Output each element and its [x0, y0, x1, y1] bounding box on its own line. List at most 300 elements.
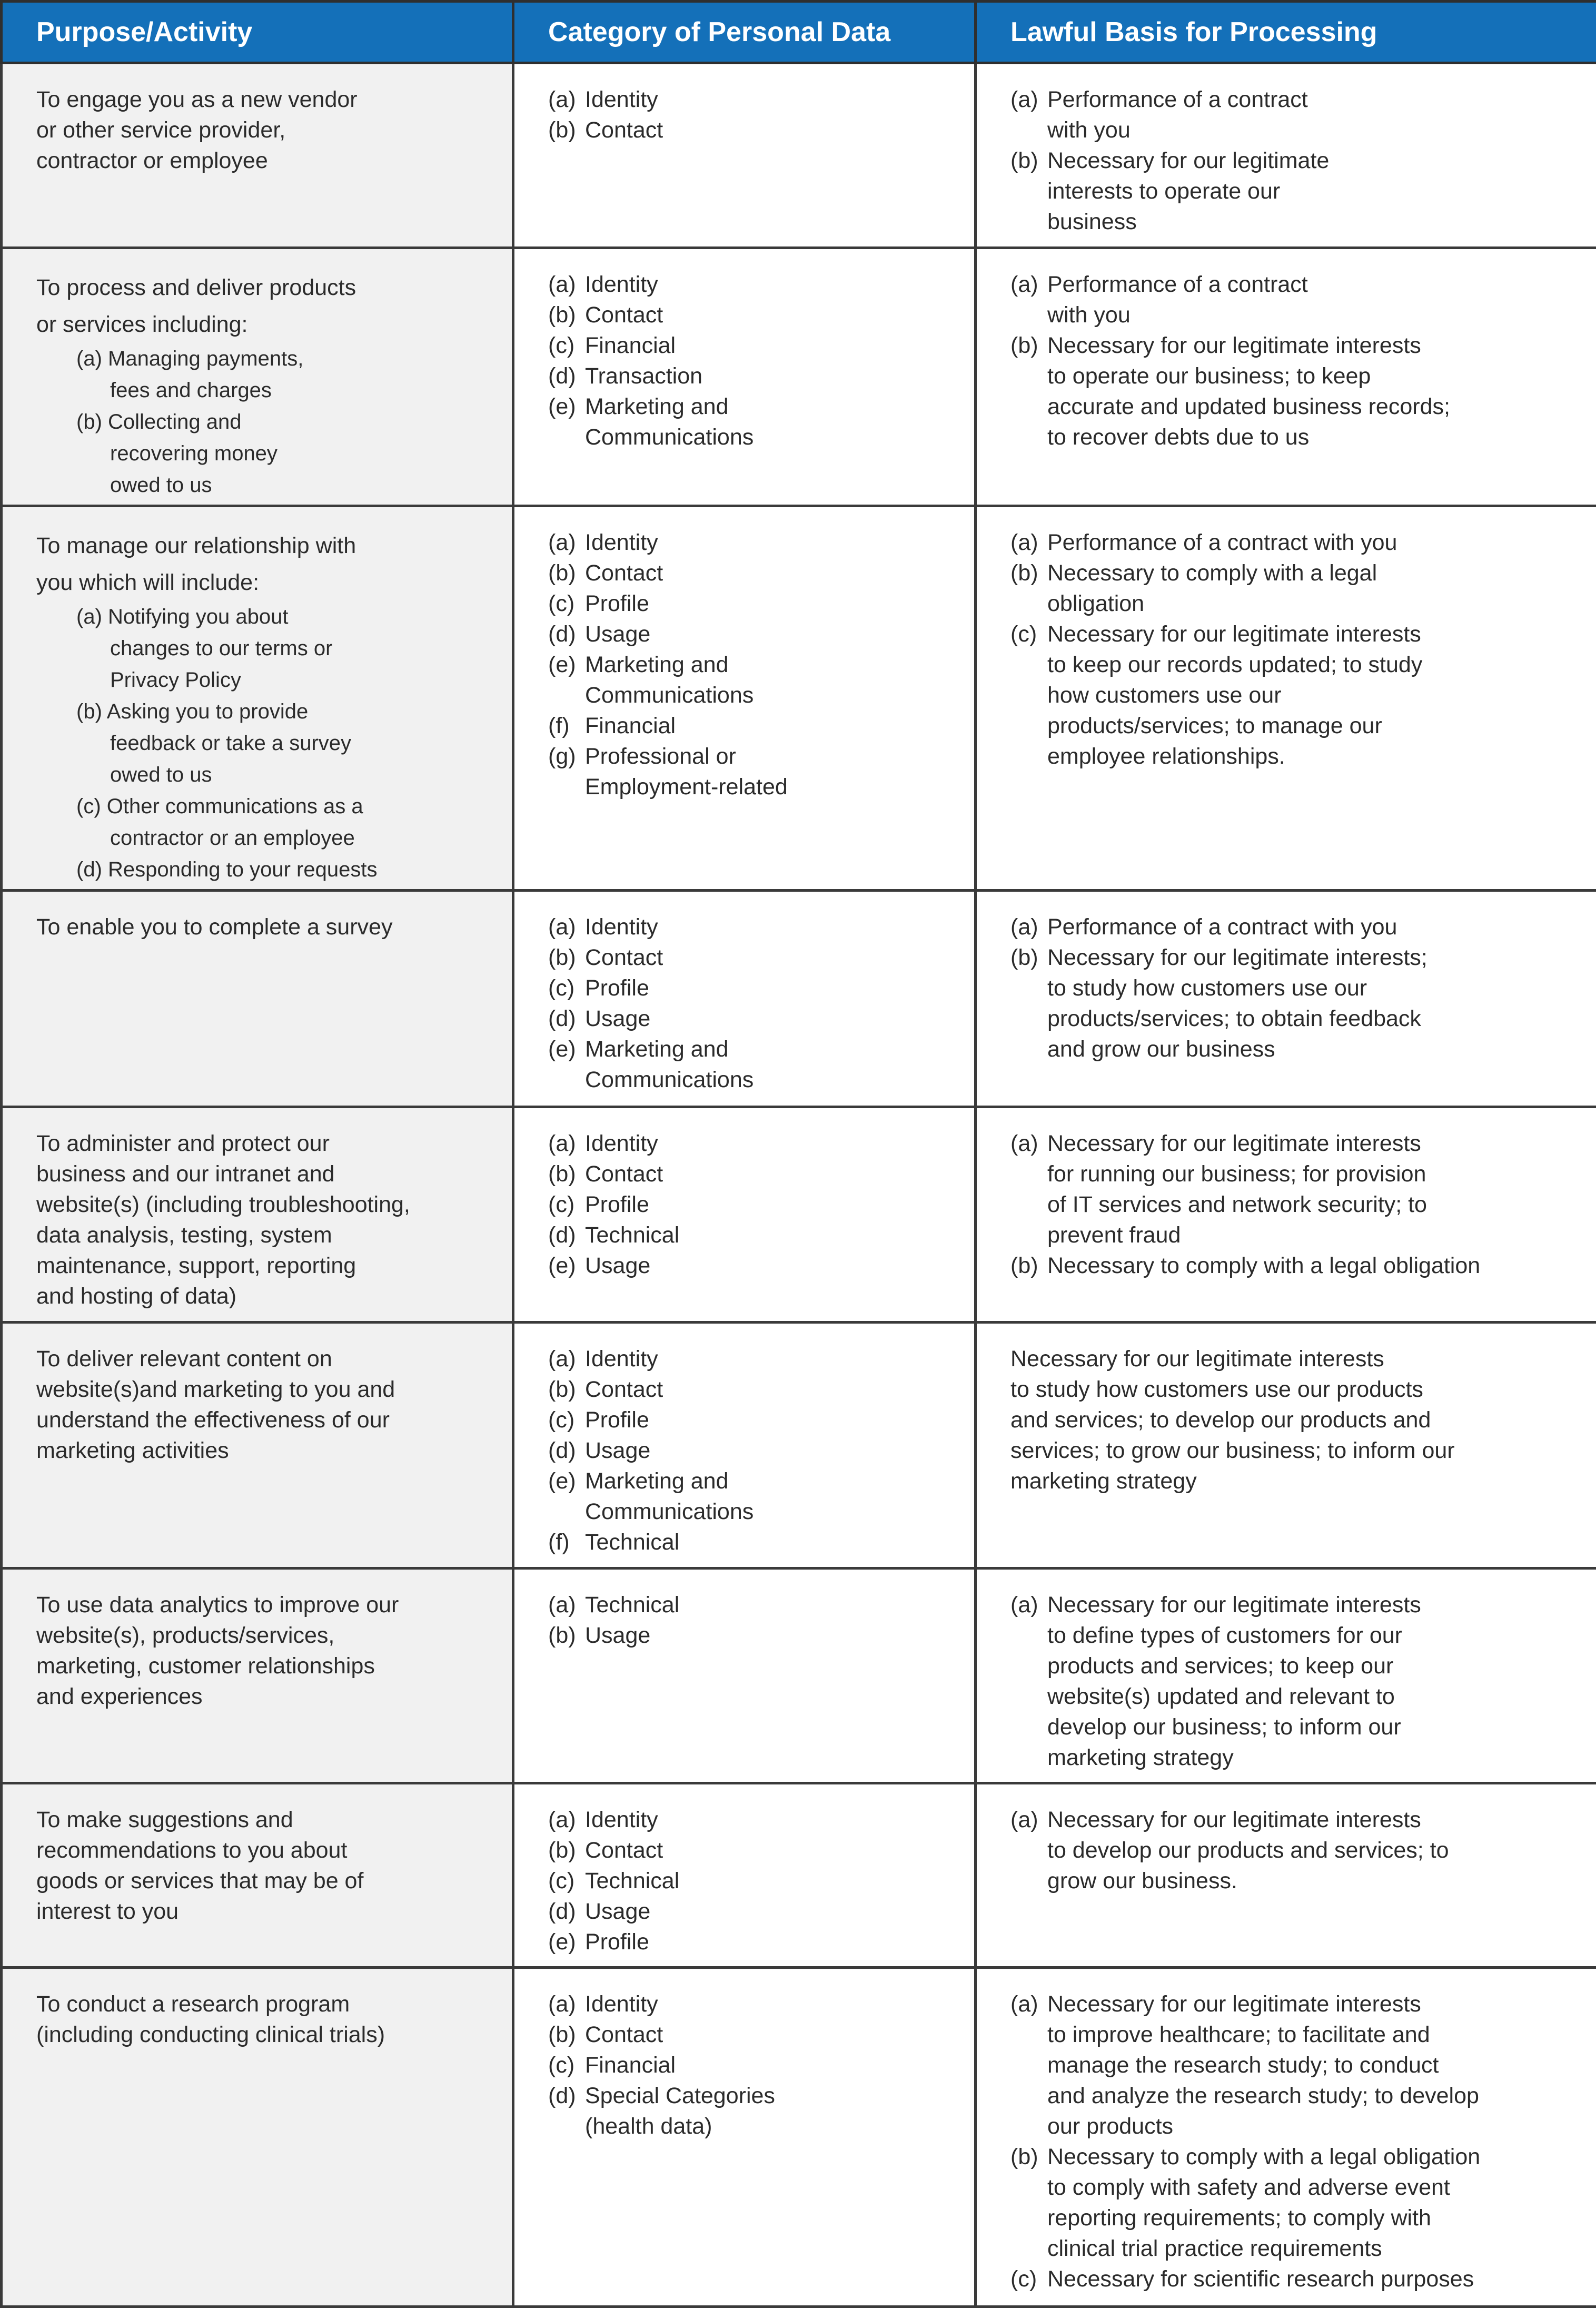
table-row	[2, 506, 1596, 891]
category-label: (g)	[548, 741, 585, 772]
lawful-basis-item	[1010, 2142, 1575, 2172]
lawful-basis-text: Necessary for our legitimate interests to study how customers use our products and services; to develop our products and services; to grow our business; to inform our marketing strategy	[1010, 1344, 1575, 1496]
category-label: (a)	[548, 1344, 585, 1374]
purpose-sub-text: Notifying you about	[108, 605, 288, 628]
basis-text: Necessary for our legitimate interests	[1047, 622, 1421, 647]
category-text: Contact	[585, 560, 663, 586]
purpose-cell	[2, 1783, 513, 1968]
purpose-cell	[2, 248, 513, 506]
category-item	[548, 1189, 953, 1220]
category-item	[548, 1896, 953, 1927]
basis-text: products and services; to keep our	[1010, 1651, 1575, 1681]
category-text: Usage	[585, 1899, 650, 1924]
basis-text: Necessary for our legitimate interests	[1047, 1807, 1421, 1832]
purpose-sub-item	[36, 343, 491, 374]
category-text: Contact	[585, 117, 663, 143]
basis-label: (a)	[1010, 1590, 1047, 1620]
lawful-basis-cell	[976, 506, 1596, 891]
basis-text: products/services; to obtain feedback	[1010, 1003, 1575, 1034]
category-text: Identity	[585, 1807, 658, 1832]
purpose-sub-label: (d)	[76, 858, 102, 881]
basis-text: accurate and updated business records;	[1010, 391, 1575, 422]
category-label: (a)	[548, 912, 585, 942]
category-label: (a)	[548, 84, 585, 115]
category-item	[548, 1590, 953, 1620]
basis-text: Necessary to comply with a legal obligation	[1047, 1253, 1480, 1278]
category-label: (c)	[548, 330, 585, 361]
category-item	[548, 1620, 953, 1651]
category-label: (d)	[548, 2080, 585, 2111]
basis-text: reporting requirements; to comply with	[1010, 2203, 1575, 2233]
purpose-sub-item	[36, 406, 491, 438]
basis-text: to keep our records updated; to study	[1010, 649, 1575, 680]
purpose-text: and experiences	[36, 1681, 491, 1712]
header-row	[2, 2, 1596, 63]
category-label: (e)	[548, 649, 585, 680]
basis-text: business	[1010, 206, 1575, 237]
category-item	[548, 588, 953, 619]
category-item	[548, 2019, 953, 2050]
category-label: (d)	[548, 1220, 585, 1250]
category-label: (e)	[548, 1034, 585, 1064]
lawful-basis-cell	[976, 891, 1596, 1107]
category-cell	[513, 1323, 976, 1569]
category-label: (d)	[548, 1003, 585, 1034]
basis-label: (a)	[1010, 1128, 1047, 1159]
basis-text: Necessary for scientific research purposes	[1047, 2266, 1474, 2292]
basis-text: prevent fraud	[1010, 1220, 1575, 1250]
category-label: (e)	[548, 391, 585, 422]
purpose-text: maintenance, support, reporting	[36, 1250, 491, 1281]
basis-text: to operate our business; to keep	[1010, 361, 1575, 391]
lawful-basis-cell	[976, 1323, 1596, 1569]
category-text: Contact	[585, 1838, 663, 1863]
category-label: (a)	[548, 1590, 585, 1620]
lawful-basis-item	[1010, 1128, 1575, 1159]
category-label: (c)	[548, 2050, 585, 2080]
purpose-cell	[2, 506, 513, 891]
category-item	[548, 300, 953, 330]
category-item	[548, 942, 953, 973]
category-item	[548, 527, 953, 558]
purpose-text: or other service provider,	[36, 115, 491, 145]
category-item	[548, 1374, 953, 1405]
basis-text: to develop our products and services; to	[1010, 1835, 1575, 1866]
category-label: (b)	[548, 115, 585, 145]
category-text: Marketing and	[585, 652, 729, 677]
category-label: (f)	[548, 1527, 585, 1557]
category-text: Technical	[585, 1592, 679, 1617]
purpose-sub-text: Managing payments,	[108, 347, 303, 370]
category-cell	[513, 891, 976, 1107]
category-label: (e)	[548, 1927, 585, 1957]
basis-text: Necessary for our legitimate interests	[1047, 1131, 1421, 1156]
basis-text: to comply with safety and adverse event	[1010, 2172, 1575, 2203]
purpose-sub-text: Collecting and	[108, 410, 242, 433]
category-item	[548, 1927, 953, 1957]
purpose-text: business and our intranet and	[36, 1159, 491, 1189]
category-item	[548, 912, 953, 942]
basis-text: Performance of a contract	[1047, 87, 1308, 112]
table-row	[2, 1107, 1596, 1323]
basis-text: Performance of a contract	[1047, 272, 1308, 297]
purpose-text: To process and deliver products	[36, 269, 491, 306]
basis-text: Necessary for our legitimate interests;	[1047, 945, 1428, 970]
category-item	[548, 741, 953, 772]
purpose-sub-text: recovering money	[36, 438, 491, 469]
header-category: Category of Personal Data	[513, 2, 976, 63]
category-text: Communications	[548, 680, 953, 711]
purpose-cell	[2, 1968, 513, 2307]
category-cell	[513, 1569, 976, 1783]
basis-text: marketing strategy	[1010, 1742, 1575, 1773]
category-label: (b)	[548, 2019, 585, 2050]
basis-text: clinical trial practice requirements	[1010, 2233, 1575, 2264]
table-body	[2, 63, 1596, 2307]
purpose-sub-text: owed to us	[36, 759, 491, 791]
lawful-basis-item	[1010, 2264, 1575, 2294]
purpose-sub-item	[36, 854, 491, 885]
purpose-cell	[2, 1323, 513, 1569]
purpose-sub-text: fees and charges	[36, 374, 491, 406]
basis-text: and grow our business	[1010, 1034, 1575, 1064]
lawful-basis-cell	[976, 1783, 1596, 1968]
category-label: (b)	[548, 1374, 585, 1405]
lawful-basis-item	[1010, 558, 1575, 588]
category-text: Profile	[585, 975, 649, 1001]
purpose-cell	[2, 1107, 513, 1323]
category-text: Marketing and	[585, 1037, 729, 1062]
category-cell	[513, 1968, 976, 2307]
basis-text: Necessary to comply with a legal	[1047, 560, 1377, 586]
category-label: (d)	[548, 1435, 585, 1466]
basis-label: (b)	[1010, 145, 1047, 176]
category-text: Financial	[585, 2053, 676, 2078]
category-text: Marketing and	[585, 1468, 729, 1494]
lawful-basis-item	[1010, 1590, 1575, 1620]
lawful-basis-item	[1010, 84, 1575, 115]
category-item	[548, 330, 953, 361]
basis-label: (a)	[1010, 1804, 1047, 1835]
category-item	[548, 2080, 953, 2111]
table-row	[2, 248, 1596, 506]
basis-label: (b)	[1010, 1250, 1047, 1281]
basis-label: (b)	[1010, 558, 1047, 588]
purpose-text: you which will include:	[36, 564, 491, 601]
purpose-cell	[2, 63, 513, 248]
lawful-basis-item	[1010, 912, 1575, 942]
category-text: Identity	[585, 530, 658, 555]
purpose-sub-text: owed to us	[36, 469, 491, 501]
purpose-sub-label: (a)	[76, 347, 102, 370]
category-label: (c)	[548, 1189, 585, 1220]
category-label: (a)	[548, 1804, 585, 1835]
basis-label: (a)	[1010, 912, 1047, 942]
purpose-text: contractor or employee	[36, 145, 491, 176]
category-cell	[513, 248, 976, 506]
category-label: (e)	[548, 1466, 585, 1496]
lawful-basis-cell	[976, 1968, 1596, 2307]
basis-text: to improve healthcare; to facilitate and	[1010, 2019, 1575, 2050]
purpose-sub-item	[36, 601, 491, 633]
category-label: (a)	[548, 1128, 585, 1159]
basis-text: to recover debts due to us	[1010, 422, 1575, 452]
category-item	[548, 1527, 953, 1557]
lawful-basis-cell	[976, 1107, 1596, 1323]
table-row	[2, 63, 1596, 248]
lawful-basis-item	[1010, 145, 1575, 176]
category-item	[548, 1159, 953, 1189]
category-label: (c)	[548, 1405, 585, 1435]
category-label: (d)	[548, 1896, 585, 1927]
category-label: (e)	[548, 1250, 585, 1281]
lawful-basis-item	[1010, 942, 1575, 973]
header-purpose: Purpose/Activity	[2, 2, 513, 63]
category-item	[548, 361, 953, 391]
basis-text: for running our business; for provision	[1010, 1159, 1575, 1189]
basis-text: to define types of customers for our	[1010, 1620, 1575, 1651]
basis-text: employee relationships.	[1010, 741, 1575, 772]
purpose-text: data analysis, testing, system	[36, 1220, 491, 1250]
purpose-sub-text: changes to our terms or	[36, 633, 491, 664]
lawful-basis-item	[1010, 1989, 1575, 2019]
basis-text: manage the research study; to conduct	[1010, 2050, 1575, 2080]
purpose-text: To administer and protect our	[36, 1128, 491, 1159]
table-row	[2, 1968, 1596, 2307]
purpose-text: website(s) (including troubleshooting,	[36, 1189, 491, 1220]
category-text: Transaction	[585, 363, 702, 389]
category-text: Communications	[548, 422, 953, 452]
lawful-basis-item	[1010, 330, 1575, 361]
category-item	[548, 1220, 953, 1250]
basis-label: (b)	[1010, 330, 1047, 361]
category-text: Technical	[585, 1868, 679, 1893]
category-label: (d)	[548, 619, 585, 649]
category-text: Profile	[585, 591, 649, 616]
category-text: Identity	[585, 1346, 658, 1372]
purpose-text: To make suggestions and	[36, 1804, 491, 1835]
purpose-text: To manage our relationship with	[36, 527, 491, 564]
purpose-text: marketing activities	[36, 1435, 491, 1466]
category-text: Technical	[585, 1530, 679, 1555]
purpose-text: To use data analytics to improve our	[36, 1590, 491, 1620]
purpose-text: marketing, customer relationships	[36, 1651, 491, 1681]
purpose-text: understand the effectiveness of our	[36, 1405, 491, 1435]
purpose-sub-text: Other communications as a	[107, 795, 363, 818]
table-row	[2, 891, 1596, 1107]
purpose-sub-text: Privacy Policy	[36, 664, 491, 696]
basis-text: Necessary for our legitimate interests	[1047, 1592, 1421, 1617]
category-cell	[513, 63, 976, 248]
basis-text: to study how customers use our	[1010, 973, 1575, 1003]
table-row	[2, 1323, 1596, 1569]
category-text: Usage	[585, 1006, 650, 1031]
basis-text: Necessary for our legitimate interests	[1047, 333, 1421, 358]
category-text: Communications	[548, 1496, 953, 1527]
basis-label: (a)	[1010, 269, 1047, 300]
purpose-text: and hosting of data)	[36, 1281, 491, 1311]
category-item	[548, 1405, 953, 1435]
category-text: Profile	[585, 1929, 649, 1955]
category-item	[548, 1003, 953, 1034]
category-item	[548, 1835, 953, 1866]
category-text: Identity	[585, 914, 658, 940]
lawful-basis-cell	[976, 63, 1596, 248]
category-item	[548, 84, 953, 115]
basis-text: obligation	[1010, 588, 1575, 619]
purpose-text: (including conducting clinical trials)	[36, 2019, 491, 2050]
category-text: Marketing and	[585, 394, 729, 419]
category-text: (health data)	[548, 2111, 953, 2142]
basis-text: interests to operate our	[1010, 176, 1575, 206]
basis-text: Necessary for our legitimate	[1047, 148, 1329, 173]
purpose-text: website(s), products/services,	[36, 1620, 491, 1651]
category-text: Identity	[585, 1991, 658, 2017]
category-label: (a)	[548, 527, 585, 558]
category-text: Contact	[585, 945, 663, 970]
lawful-basis-item	[1010, 269, 1575, 300]
basis-text: develop our business; to inform our	[1010, 1712, 1575, 1742]
category-item	[548, 2050, 953, 2080]
lawful-basis-cell	[976, 1569, 1596, 1783]
basis-text: with you	[1010, 115, 1575, 145]
category-text: Identity	[585, 87, 658, 112]
lawful-basis-item	[1010, 1250, 1575, 1281]
purpose-text: goods or services that may be of	[36, 1866, 491, 1896]
category-cell	[513, 1783, 976, 1968]
header-lawful-basis: Lawful Basis for Processing	[976, 2, 1596, 63]
category-text: Usage	[585, 1623, 650, 1648]
category-text: Communications	[548, 1064, 953, 1095]
purpose-sub-item	[36, 696, 491, 727]
purpose-text: To enable you to complete a survey	[36, 912, 491, 942]
purpose-text: interest to you	[36, 1896, 491, 1927]
category-text: Financial	[585, 713, 676, 738]
category-item	[548, 1989, 953, 2019]
category-item	[548, 269, 953, 300]
basis-label: (a)	[1010, 1989, 1047, 2019]
purpose-text: recommendations to you about	[36, 1835, 491, 1866]
basis-label: (b)	[1010, 942, 1047, 973]
category-item	[548, 973, 953, 1003]
basis-label: (c)	[1010, 2264, 1047, 2294]
purpose-sub-label: (b)	[76, 700, 102, 723]
purpose-sub-label: (b)	[76, 410, 102, 433]
basis-text: with you	[1010, 300, 1575, 330]
purpose-sub-label: (a)	[76, 605, 102, 628]
category-label: (b)	[548, 942, 585, 973]
category-item	[548, 1466, 953, 1496]
category-item	[548, 1344, 953, 1374]
category-text: Usage	[585, 1438, 650, 1463]
purpose-text: website(s)and marketing to you and	[36, 1374, 491, 1405]
category-item	[548, 1866, 953, 1896]
category-item	[548, 1804, 953, 1835]
purpose-sub-item	[36, 791, 491, 822]
category-text: Usage	[585, 622, 650, 647]
purpose-sub-text: Responding to your requests	[108, 858, 377, 881]
category-cell	[513, 1107, 976, 1323]
category-item	[548, 1435, 953, 1466]
category-label: (c)	[548, 588, 585, 619]
basis-label: (b)	[1010, 2142, 1047, 2172]
purpose-text: To engage you as a new vendor	[36, 84, 491, 115]
category-label: (c)	[548, 973, 585, 1003]
category-text: Technical	[585, 1222, 679, 1248]
basis-text: Necessary to comply with a legal obligation	[1047, 2144, 1480, 2169]
purpose-cell	[2, 1569, 513, 1783]
purpose-text: To deliver relevant content on	[36, 1344, 491, 1374]
basis-text: our products	[1010, 2111, 1575, 2142]
category-label: (d)	[548, 361, 585, 391]
category-item	[548, 391, 953, 422]
category-text: Contact	[585, 2022, 663, 2047]
category-label: (b)	[548, 1835, 585, 1866]
category-label: (b)	[548, 1159, 585, 1189]
category-label: (b)	[548, 300, 585, 330]
category-text: Employment-related	[548, 772, 953, 802]
purpose-sub-text: feedback or take a survey	[36, 727, 491, 759]
category-item	[548, 1034, 953, 1064]
basis-text: Necessary for our legitimate interests	[1047, 1991, 1421, 2017]
category-label: (f)	[548, 711, 585, 741]
category-item	[548, 649, 953, 680]
basis-text: how customers use our	[1010, 680, 1575, 711]
category-item	[548, 711, 953, 741]
category-text: Special Categories	[585, 2083, 775, 2108]
purpose-sub-text: Asking you to provide	[107, 700, 308, 723]
basis-label: (c)	[1010, 619, 1047, 649]
category-text: Usage	[585, 1253, 650, 1278]
category-item	[548, 1250, 953, 1281]
basis-text: Performance of a contract with you	[1047, 914, 1397, 940]
category-text: Contact	[585, 1161, 663, 1187]
category-item	[548, 1128, 953, 1159]
basis-text: Performance of a contract with you	[1047, 530, 1397, 555]
category-item	[548, 619, 953, 649]
category-label: (c)	[548, 1866, 585, 1896]
category-label: (b)	[548, 558, 585, 588]
lawful-basis-item	[1010, 527, 1575, 558]
basis-text: of IT services and network security; to	[1010, 1189, 1575, 1220]
purpose-sub-text: contractor or an employee	[36, 822, 491, 854]
lawful-basis-item	[1010, 1804, 1575, 1835]
category-text: Contact	[585, 302, 663, 328]
purpose-text: or services including:	[36, 306, 491, 343]
category-cell	[513, 506, 976, 891]
category-text: Financial	[585, 333, 676, 358]
purpose-sub-label: (c)	[76, 795, 101, 818]
basis-text: website(s) updated and relevant to	[1010, 1681, 1575, 1712]
purpose-cell	[2, 891, 513, 1107]
table-row	[2, 1569, 1596, 1783]
basis-label: (a)	[1010, 527, 1047, 558]
category-item	[548, 115, 953, 145]
category-text: Contact	[585, 1377, 663, 1402]
basis-text: grow our business.	[1010, 1866, 1575, 1896]
category-label: (b)	[548, 1620, 585, 1651]
category-text: Profile	[585, 1192, 649, 1217]
category-label: (a)	[548, 1989, 585, 2019]
table-row	[2, 1783, 1596, 1968]
basis-label: (a)	[1010, 84, 1047, 115]
category-text: Identity	[585, 272, 658, 297]
basis-text: and analyze the research study; to develop	[1010, 2080, 1575, 2111]
lawful-basis-cell	[976, 248, 1596, 506]
category-text: Identity	[585, 1131, 658, 1156]
category-label: (a)	[548, 269, 585, 300]
category-text: Profile	[585, 1407, 649, 1433]
